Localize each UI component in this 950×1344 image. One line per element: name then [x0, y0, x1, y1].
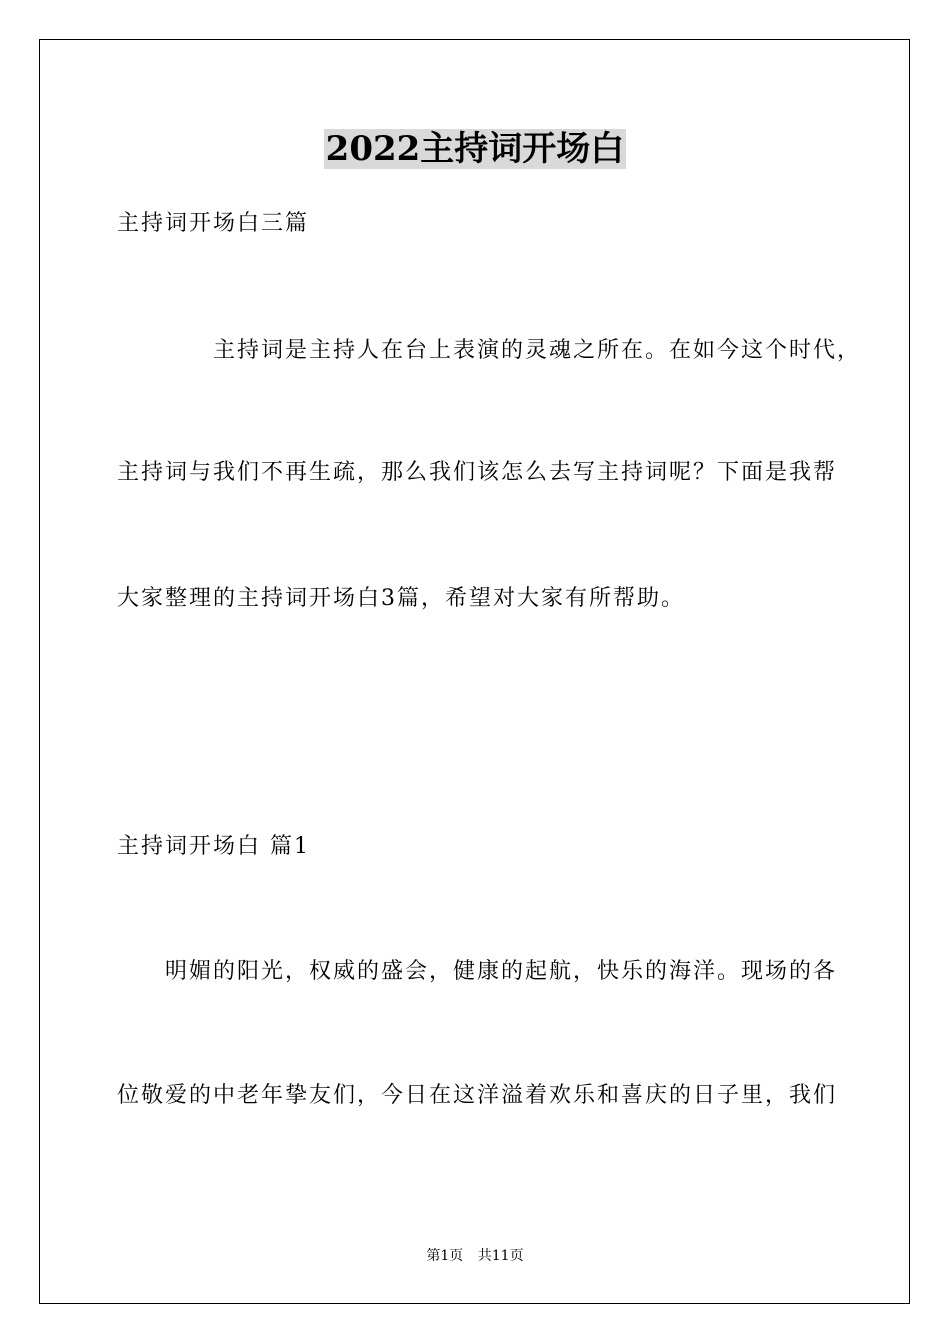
paragraph-line: 主持词与我们不再生疏，那么我们该怎么去写主持词呢？下面是我帮 — [117, 460, 838, 485]
document-title — [0, 127, 950, 171]
document-title-text: 2022主持词开场白 — [325, 129, 625, 169]
paragraph-line: 主持词是主持人在台上表演的灵魂之所在。在如今这个时代， — [213, 338, 862, 363]
paragraph-line: 明媚的阳光，权威的盛会，健康的起航，快乐的海洋。现场的各 — [165, 959, 838, 984]
paragraph-line: 位敬爱的中老年挚友们，今日在这洋溢着欢乐和喜庆的日子里，我们 — [117, 1083, 838, 1108]
page-footer — [0, 1246, 950, 1266]
paragraph-line: 大家整理的主持词开场白3篇，希望对大家有所帮助。 — [117, 586, 685, 611]
section-heading: 主持词开场白 篇1 — [117, 834, 310, 859]
page-number-current: 第1页 — [426, 1248, 464, 1264]
subtitle: 主持词开场白三篇 — [117, 211, 310, 236]
page-number-total: 共11页 — [477, 1248, 524, 1264]
